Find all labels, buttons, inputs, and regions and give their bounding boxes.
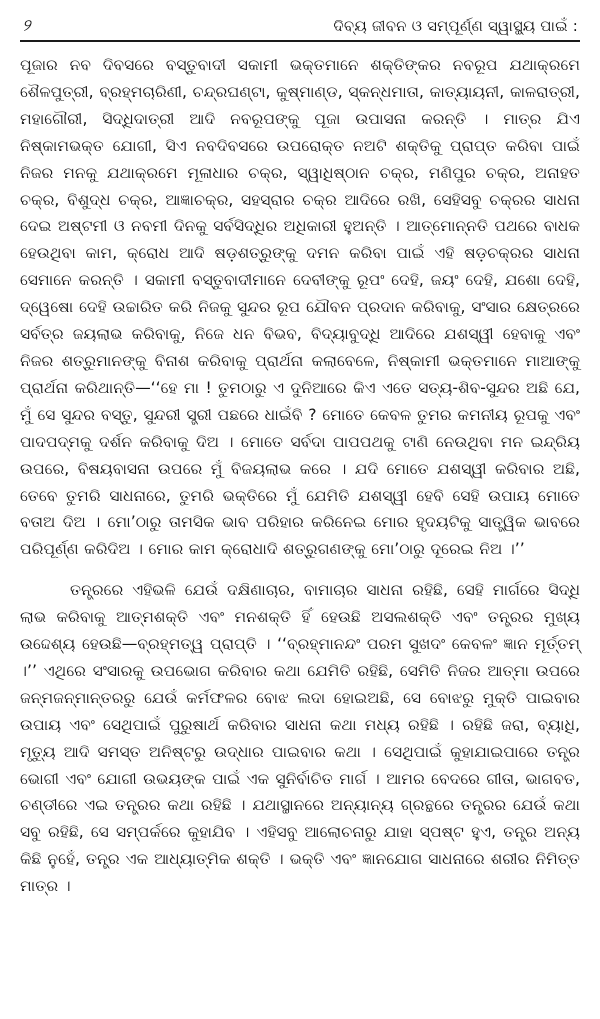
running-header xyxy=(20,14,580,42)
body-text xyxy=(20,52,580,900)
paragraph-1: ପୂଜାର ନବ ଦିବସରେ ବସ୍ତୁବାଦୀ ସକାମୀ ଭକ୍ତମାନେ ଶକ୍ତିଙ୍କର ନବରୂପ ଯଥାକ୍ରମେ ଶୈଳପୁତ୍ରୀ, ବ୍ରହ୍ମଚାରିଣୀ, ଚନ୍ଦ୍ରଘଣ୍ଟା, କୁଷ୍ମାଣ୍ଡ, ସ୍କନ୍ଧମାତା, କାତ୍ୟାୟନୀ, କାଳରାତ୍ରୀ, ମହାଗୌରୀ, ସିଦ୍ଧିଦାତ୍ରୀ ଆଦି ନବରୂପଙ୍କୁ ପୂଜା ଉପାସନା କରନ୍ତି । ମାତ୍ର ଯିଏ ନିଷ୍କାମଭକ୍ତ ଯୋଗୀ, ସିଏ ନବଦିବସରେ ଉପରୋକ୍ତ ନଅଟି ଶକ୍ତିକୁ ପ୍ରାପ୍ତ କରିବା ପାଇଁ ନିଜର ମନକୁ ଯଥାକ୍ରମେ ମୂଳାଧାର ଚକ୍ର, ସ୍ୱାଧିଷ୍ଠାନ ଚକ୍ର, ମଣିପୁର ଚକ୍ର, ଅନାହତ ଚକ୍ର, ବିଶୁଦ୍ଧ ଚକ୍ର, ଆଜ୍ଞାଚକ୍ର, ସହସ୍ରାର ଚକ୍ର ଆଦିରେ ରଖି, ସେହିସବୁ ଚକ୍ରର ସାଧନା ଦେଇ ଅଷ୍ଟମୀ ଓ ନବମୀ ଦିନକୁ ସର୍ବସିଦ୍ଧିର ଅଧିକାରୀ ହୁଅନ୍ତି । ଆତ୍ମୋନ୍ନତି ପଥରେ ବାଧକ ହେଉଥିବା କାମ, କ୍ରୋଧ ଆଦି ଷଡ଼ଶତ୍ରୁଙ୍କୁ ଦମନ କରିବା ପାଇଁ ଏହି ଷଡ଼ଚକ୍ରର ସାଧନା ସେମାନେ କରନ୍ତି । ସକାମୀ ବସ୍ତୁବାଦୀମାନେ ଦେବୀଙ୍କୁ ରୂପଂ ଦେହି, ଜୟଂ ଦେହି, ଯଶୋ ଦେହି, ଦ୍ୱେଷୋ ଦେହି ଉଚ୍ଚାରିତ କରି ନିଜକୁ ସୁନ୍ଦର ରୂପ ଯୌବନ ପ୍ରଦାନ କରିବାକୁ, ସଂସାର କ୍ଷେତ୍ରରେ ସର୍ବତ୍ର ଜୟଲାଭ କରିବାକୁ, ନିଜେ ଧନ ବିଭବ, ବିଦ୍ୟାବୁଦ୍ଧି ଆଦିରେ ଯଶସ୍ୱୀ ହେବାକୁ ଏବଂ ନିଜର ଶତ୍ରୁମାନଙ୍କୁ ବିନାଶ କରିବାକୁ ପ୍ରାର୍ଥନା କଲାବେଳେ, ନିଷ୍କାମୀ ଭକ୍ତମାନେ ମାଆଙ୍କୁ ପ୍ରାର୍ଥନା କରିଥାନ୍ତି—‘‘ହେ ମା ! ତୁମଠାରୁ ଏ ଦୁନିଆରେ କିଏ ଏତେ ସତ୍ୟ-ଶିବ-ସୁନ୍ଦର ଅଛି ଯେ, ମୁଁ ସେ ସୁନ୍ଦର ବସ୍ତୁ, ସୁନ୍ଦରୀ ସ୍ତ୍ରୀ ପଛରେ ଧାଇଁବି ? ମୋତେ କେବଳ ତୁମର କମନୀୟ ରୂପକୁ ଏବଂ ପାଦପଦ୍ମକୁ ଦର୍ଶନ କରିବାକୁ ଦିଅ । ମୋତେ ସର୍ବଦା ପାପପଥକୁ ଟାଣି ନେଉଥିବା ମନ ଇନ୍ଦ୍ରିୟ ଉପରେ, ବିଷୟବାସନା ଉପରେ ମୁଁ ବିଜୟଲାଭ କରେ । ଯଦି ମୋତେ ଯଶସ୍ୱୀ କରିବାର ଅଛି, ତେବେ ତୁମରି ସାଧନାରେ, ତୁମରି ଭକ୍ତିରେ ମୁଁ ଯେମିତି ଯଶସ୍ୱୀ ହେବି ସେହି ଉପାୟ ମୋତେ ବତାଅ ଦିଅ । ମୋ’ଠାରୁ ତାମସିକ ଭାବ ପରିହାର କରିନେଇ ମୋର ହୃଦୟଟିକୁ ସାତ୍ତ୍ୱିକ ଭାବରେ ପରିପୂର୍ଣ୍ଣ କରିଦିଅ । ମୋର କାମ କ୍ରୋଧାଦି ଶତ୍ରୁଗଣଙ୍କୁ ମୋ’ଠାରୁ ଦୂରେଇ ନିଅ ।’’ xyxy=(20,56,580,559)
book-title: ଦିବ୍ୟ ଜୀବନ ଓ ସମ୍ପୂର୍ଣ୍ଣ ସ୍ୱାସ୍ଥ୍ୟ ପାଇଁ : xyxy=(333,17,578,35)
page-number: ୨ xyxy=(22,16,31,36)
paragraph-2: ତନ୍ତ୍ରରେ ଏହିଭଳି ଯେଉଁ ଦକ୍ଷିଣାଚାର, ବାମାଚାର ସାଧନା ରହିଛି, ସେହି ମାର୍ଗରେ ସିଦ୍ଧି ଲାଭ କରିବାକୁ ଆତ୍ମଶକ୍ତି ଏବଂ ମନଶକ୍ତି ହିଁ ହେଉଛି ଅସଲଶକ୍ତି ଏବଂ ତନ୍ତ୍ରର ମୁଖ୍ୟ ଉଦ୍ଦେଶ୍ୟ ହେଉଛି—ବ୍ରହ୍ମତ୍ୱ ପ୍ରାପ୍ତି । ‘‘ବ୍ରହ୍ମାନନ୍ଦଂ ପରମ ସୁଖଦଂ କେବଳଂ ଜ୍ଞାନ ମୂର୍ତ୍ତମ୍ ।’’ ଏଥିରେ ସଂସାରକୁ ଉପଭୋଗ କରିବାର କଥା ଯେମିତି ରହିଛି, ସେମିତି ନିଜର ଆତ୍ମା ଉପରେ ଜନ୍ମଜନ୍ମାନ୍ତରରୁ ଯେଉଁ କର୍ମଫଳର ବୋଝ ଲଦା ହୋଇଅଛି, ସେ ବୋଝରୁ ମୁକ୍ତି ପାଇବାର ଉପାୟ ଏବଂ ସେଥିପାଇଁ ପୁରୁଷାର୍ଥ କରିବାର ସାଧନା କଥା ମଧ୍ୟ ରହିଛି । ରହିଛି ଜରା, ବ୍ୟାଧି, ମୃତ୍ୟୁ ଆଦି ସମସ୍ତ ଅନିଷ୍ଟରୁ ଉଦ୍ଧାର ପାଇବାର କଥା । ସେଥିପାଇଁ କୁହାଯାଇପାରେ ତନ୍ତ୍ର ଭୋଗୀ ଏବଂ ଯୋଗୀ ଉଭୟଙ୍କ ପାଇଁ ଏକ ସୁନିର୍ବାଚିତ ମାର୍ଗ । ଆମର ବେଦରେ ଗୀତା, ଭାଗବତ, ଚଣ୍ଡୀରେ ଏଇ ତନ୍ତ୍ରର କଥା ରହିଛି । ଯଥାସ୍ଥାନରେ ଅନ୍ୟାନ୍ୟ ଗ୍ରନ୍ଥରେ ତନ୍ତ୍ରର ଯେଉଁ କଥା ସବୁ ରହିଛି, ସେ ସମ୍ପର୍କରେ କୁହାଯିବ । ଏହିସବୁ ଆଲୋଚନାରୁ ଯାହା ସ୍ପଷ୍ଟ ହୁଏ, ତନ୍ତ୍ର ଅନ୍ୟ କିଛି ନୁହେଁ, ତନ୍ତ୍ର ଏକ ଆଧ୍ୟାତ୍ମିକ ଶକ୍ତି । ଭକ୍ତି ଏବଂ ଜ୍ଞାନଯୋଗ ସାଧନାରେ ଶରୀର ନିମିତ୍ତ ମାତ୍ର । xyxy=(20,581,580,896)
